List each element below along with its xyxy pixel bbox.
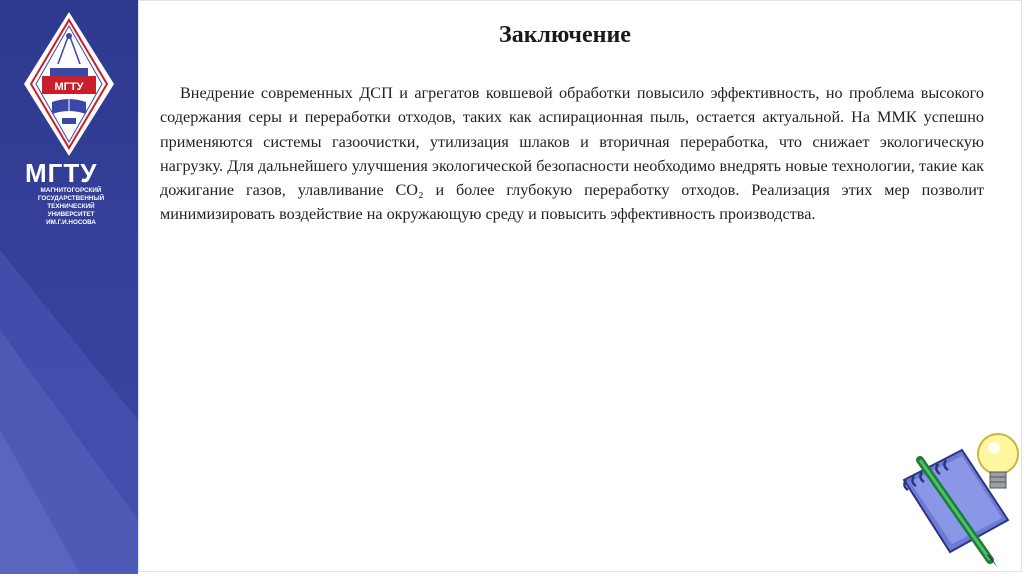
brand-line: ТЕХНИЧЕСКИЙ	[47, 203, 95, 210]
university-full-name	[21, 187, 121, 227]
slide-title: Заключение	[499, 22, 631, 48]
university-logo-icon	[22, 10, 116, 158]
university-abbreviation: МГТУ	[25, 158, 98, 188]
notebook-pen-lightbulb-icon	[890, 420, 1020, 570]
brand-line: ГОСУДАРСТВЕННЫЙ	[37, 195, 105, 202]
brand-line: ИМ.Г.И.НОСОВА	[46, 219, 96, 226]
brand-line: УНИВЕРСИТЕТ	[47, 211, 95, 218]
sidebar	[0, 0, 138, 574]
svg-text:МГТУ: МГТУ	[54, 81, 84, 93]
brand-line: МАГНИТОГОРСКИЙ	[40, 187, 102, 194]
slide-paragraph: Внедрение современных ДСП и агрегатов ковшевой обработки повысило эффективность, но проблема высокого содержания серы и переработки отходов, таких как аспирационная пыль, остается актуальной. На ММК успешно применяются системы газоочистки, утилизация шлаков и вторичная переработка, что снижает экологическую нагрузку. Для дальнейшего улучшения экологической безопасности необходимо внедрять новые технологии, такие как дожигание газов, улавливание CO₂ и более глубокую переработку отходов. Реализация этих мер позволит минимизировать воздействие на окружающую среду и повысить эффективность производства.	[160, 84, 984, 224]
